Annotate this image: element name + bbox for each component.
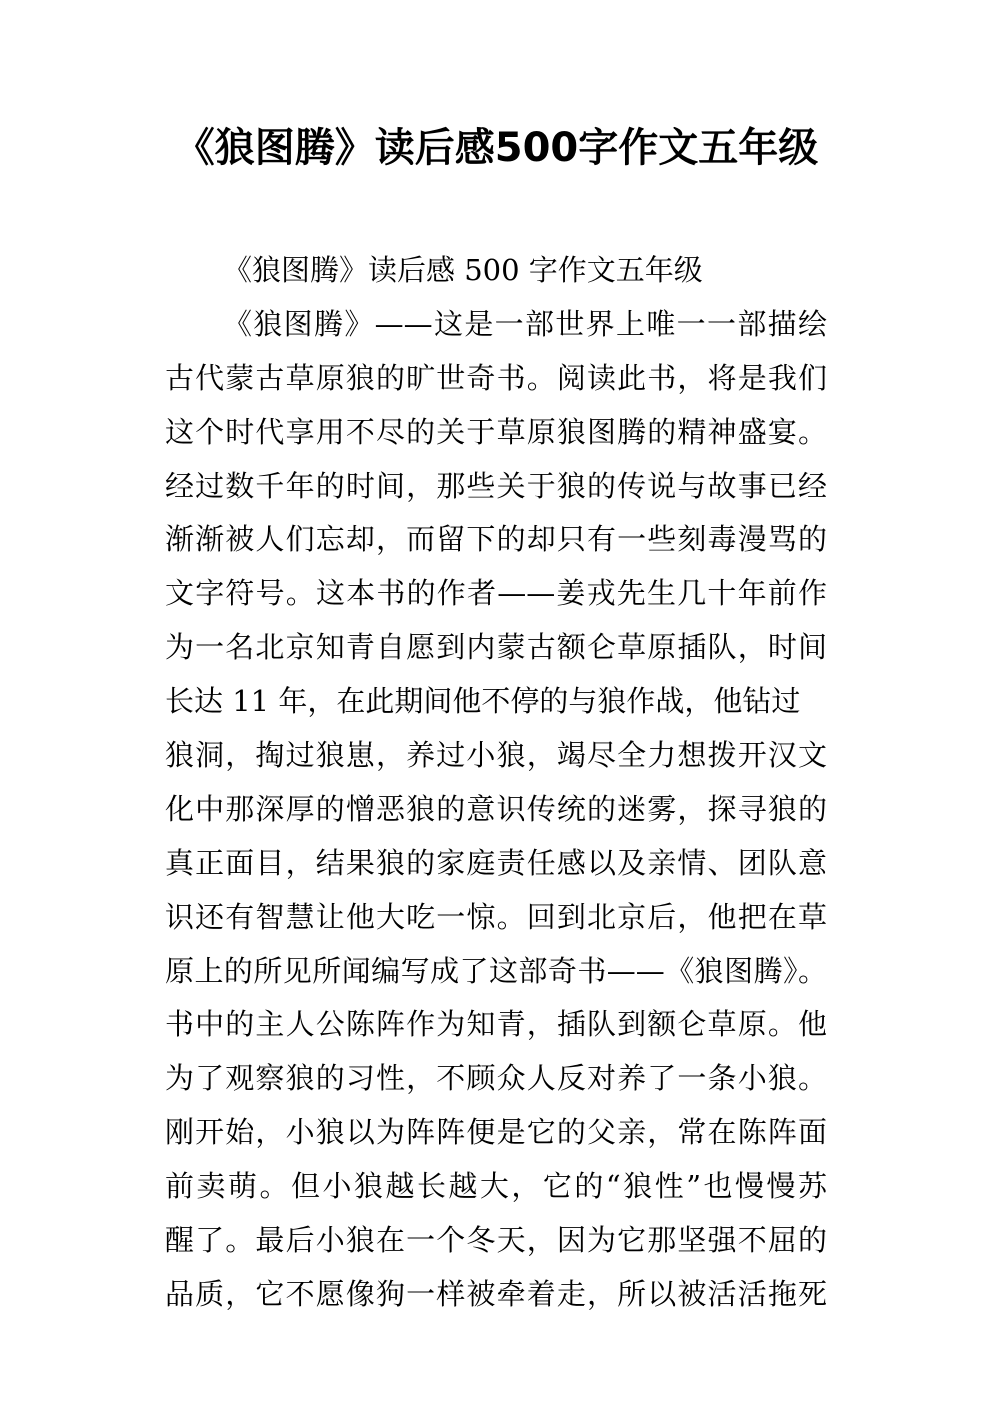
paragraph-line: 长达 11 年，在此期间他不停的与狼作战，他钻过 — [165, 684, 801, 719]
paragraph-line: 文字符号。这本书的作者——姜戎先生几十年前作 — [165, 576, 827, 611]
paragraph-line: 醒了。最后小狼在一个冬天，因为它那坚强不屈的 — [165, 1223, 827, 1258]
paragraph-line: 书中的主人公陈阵作为知青，插队到额仑草原。他 — [165, 1007, 827, 1042]
paragraph-line: 渐渐被人们忘却，而留下的却只有一些刻毒漫骂的 — [165, 522, 827, 557]
paragraph-line: 为一名北京知青自愿到内蒙古额仑草原插队，时间 — [165, 630, 827, 665]
paragraph-line: 古代蒙古草原狼的旷世奇书。阅读此书，将是我们 — [165, 360, 827, 395]
paragraph-line: 《狼图腾》——这是一部世界上唯一一部描绘 — [223, 306, 827, 341]
body-heading-line: 《狼图腾》读后感 500 字作文五年级 — [223, 253, 703, 287]
paragraph-line: 品质，它不愿像狗一样被牵着走，所以被活活拖死 — [165, 1276, 827, 1311]
document-title: 《狼图腾》读后感500字作文五年级 — [174, 125, 819, 171]
paragraph-line: 原上的所见所闻编写成了这部奇书——《狼图腾》。 — [165, 953, 827, 988]
paragraph-line: 真正面目，结果狼的家庭责任感以及亲情、团队意 — [165, 845, 827, 880]
paragraph-line: 为了观察狼的习性，不顾众人反对养了一条小狼。 — [165, 1061, 827, 1096]
paragraph-line: 经过数千年的时间，那些关于狼的传说与故事已经 — [165, 468, 827, 503]
paragraph-line: 这个时代享用不尽的关于草原狼图腾的精神盛宴。 — [165, 414, 827, 449]
document-body — [165, 244, 827, 1322]
paragraph-line: 前卖萌。但小狼越长越大，它的“狼性”也慢慢苏 — [165, 1169, 827, 1204]
paragraph-line: 狼洞，掏过狼崽，养过小狼，竭尽全力想拨开汉文 — [165, 738, 827, 773]
paragraph-line: 识还有智慧让他大吃一惊。回到北京后，他把在草 — [165, 899, 827, 934]
paragraph-line: 刚开始，小狼以为阵阵便是它的父亲，常在陈阵面 — [165, 1115, 827, 1150]
paragraph-line: 化中那深厚的憎恶狼的意识传统的迷雾，探寻狼的 — [165, 791, 827, 826]
